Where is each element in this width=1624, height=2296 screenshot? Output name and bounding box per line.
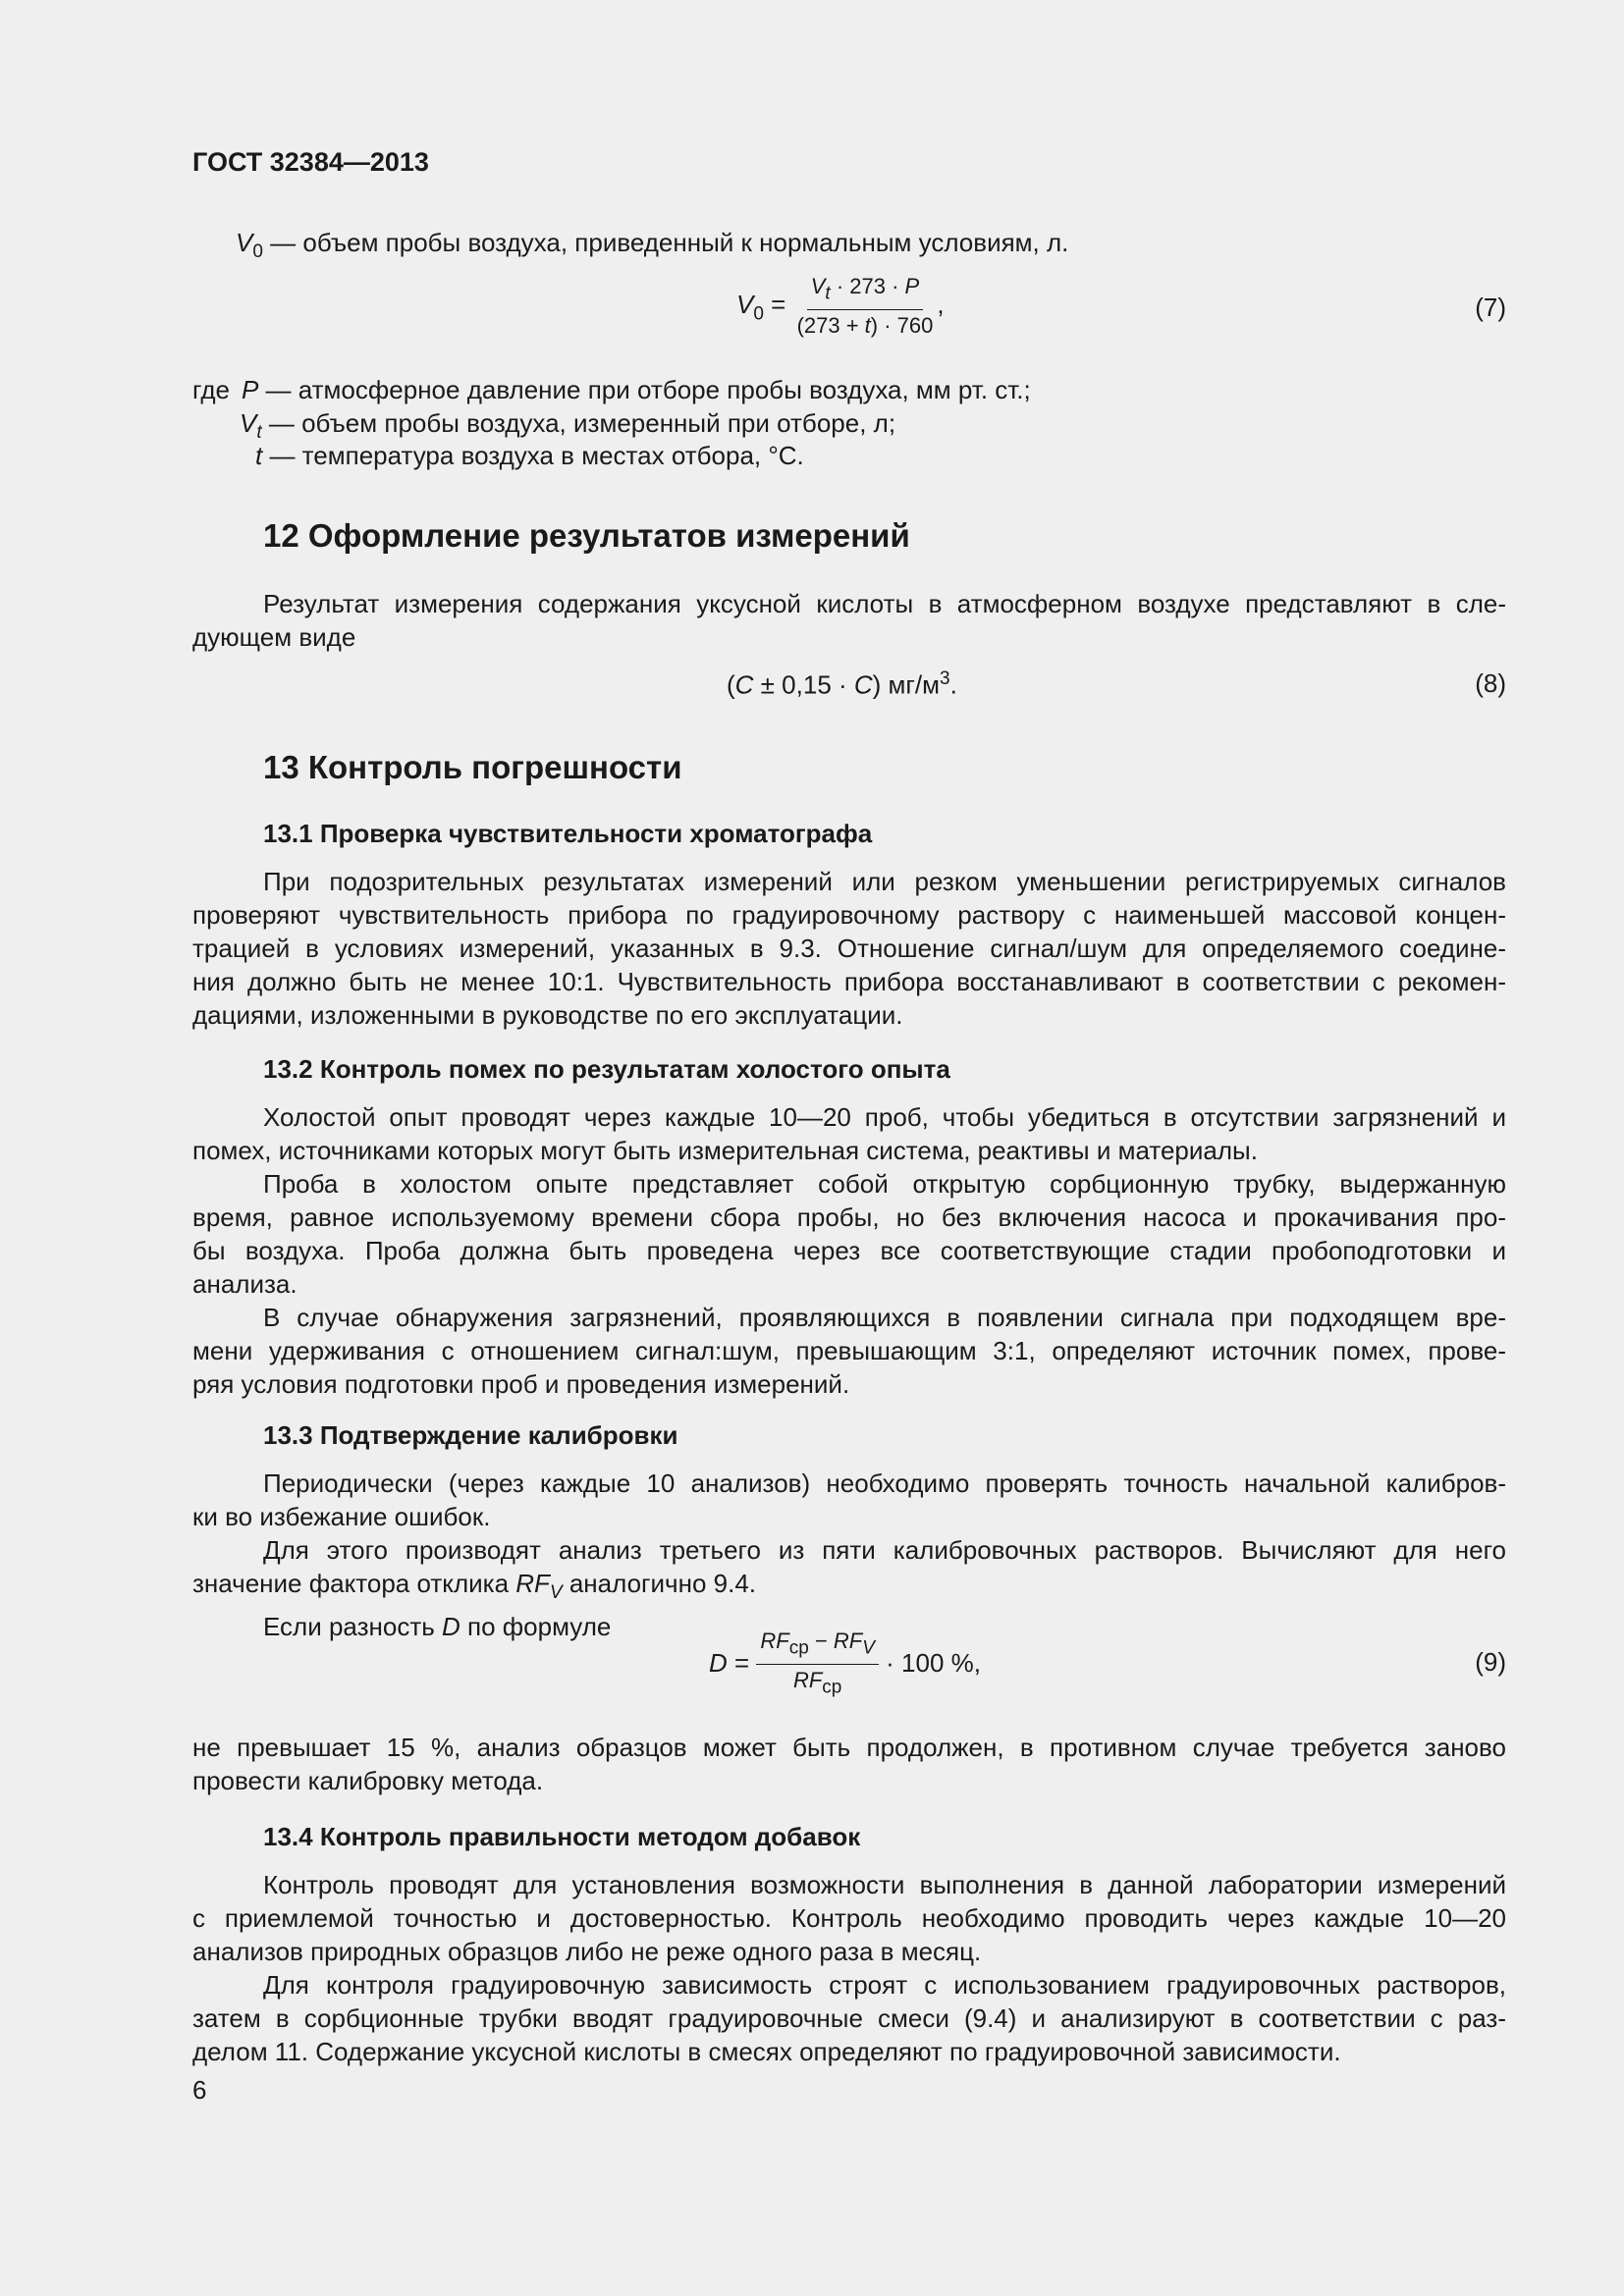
eq7-lhs-sub: 0	[753, 303, 764, 325]
equation-8-number: (8)	[1475, 668, 1506, 698]
s2-line-2: помех, источниками которых могут быть измерительная система, реактивы и материалы.	[192, 1136, 1258, 1165]
equation-8	[727, 668, 957, 701]
s3-line-4	[192, 1567, 1506, 1610]
eq8-open: (	[727, 669, 735, 700]
subsection-13-3-after	[192, 1731, 1506, 1797]
s2-line-7: В случае обнаружения загрязнений, проявляющихся в появлении сигнала при подходящем вре-	[263, 1303, 1506, 1332]
v0-symbol: V	[236, 228, 253, 257]
s2-line-8: мени удерживания с отношением сигнал:шум, превышающим 3:1, определяют источник помех, прове-	[192, 1336, 1506, 1365]
s3-rf-sub: V	[549, 1582, 563, 1604]
eq9-num-a-sub: ср	[788, 1637, 809, 1659]
p-symbol: P	[241, 375, 259, 404]
s3-after-line-1: не превышает 15 %, анализ образцов может быть продолжен, в противном случае требуется заново	[192, 1733, 1506, 1762]
s4-line-6: делом 11. Содержание уксусной кислоты в смесях определяют по градуировочной зависимости.	[192, 2037, 1341, 2066]
vt-symbol: V	[240, 408, 257, 438]
s3-d-post: по формуле	[460, 1612, 612, 1642]
eq9-denominator	[789, 1665, 845, 1701]
eq7-fraction	[793, 273, 938, 340]
eq8-c2: C	[853, 669, 873, 700]
v0-definition	[236, 226, 1068, 269]
s3-d-pre: Если разность	[263, 1612, 443, 1642]
eq9-den: RF	[792, 1668, 823, 1693]
s2-line-5: бы воздуха. Проба должна быть проведена через все соответствующие стадии пробоподготовки и	[192, 1236, 1506, 1265]
subsection-13-4-text	[192, 1868, 1506, 2068]
s2-line-9: ряя условия подготовки проб и проведения измерений.	[192, 1369, 850, 1399]
p-definition-text: — атмосферное давление при отборе пробы воздуха, мм рт. ст.;	[258, 375, 1031, 404]
section-12-paragraph	[192, 587, 1506, 654]
s1-line-5: дациями, изложенными в руководстве по его эксплуатации.	[192, 1000, 903, 1030]
vt-symbol-sub: t	[256, 422, 262, 444]
s1-line-4: ния должно быть не менее 10:1. Чувствительность прибора восстанавливают в соответствии с рекомен-	[192, 967, 1506, 996]
eq7-den-a: (273 +	[796, 313, 865, 339]
s1-line-1: При подозрительных результатах измерений или резком уменьшении регистрируемых сигналов	[263, 867, 1506, 896]
eq8-unit: ) мг/м	[872, 669, 941, 700]
s2-line-4: время, равное используемому времени сбора пробы, но без включения насоса и прокачивания про-	[192, 1202, 1506, 1232]
where-word: где	[192, 375, 230, 404]
eq7-numerator	[807, 273, 923, 310]
subsection-13-2-title: 13.2 Контроль помех по результатам холостого опыта	[263, 1054, 950, 1084]
eq9-tail: · 100 %,	[878, 1647, 981, 1678]
equation-7-number: (7)	[1475, 293, 1506, 322]
eq7-den-c: ) · 760	[870, 313, 934, 339]
s3-after-line-2: провести калибровку метода.	[192, 1766, 544, 1795]
eq7-num-v-sub: t	[825, 283, 831, 304]
v0-definition-text: — объем пробы воздуха, приведенный к нормальным условиям, л.	[262, 228, 1069, 257]
s1-line-3: трацией в условиях измерений, указанных в 9.3. Отношение сигнал/шум для определяемого соедине-	[192, 934, 1506, 963]
eq9-num-b: RF	[833, 1629, 863, 1653]
s2-line-6: анализа.	[192, 1269, 298, 1299]
s3-line-2: ки во избежание ошибок.	[192, 1502, 491, 1531]
s4-line-2: с приемлемой точностью и достоверностью. Контроль необходимо проводить через каждые 10—20	[192, 1903, 1506, 1933]
section-12-line-2: дующем виде	[192, 622, 356, 652]
t-definition-text: — температура воздуха в местах отбора, °С.	[262, 441, 804, 470]
eq7-lhs: V	[736, 290, 754, 320]
eq9-lhs: D	[709, 1647, 728, 1678]
s4-line-1: Контроль проводят для установления возможности выполнения в данной лаборатории измерений	[263, 1870, 1506, 1899]
section-12-line-1: Результат измерения содержания уксусной кислоты в атмосферном воздухе представляют в сле-	[263, 589, 1506, 618]
eq8-dot: .	[949, 669, 957, 700]
s3-rf-symbol: RF	[515, 1569, 550, 1598]
s2-line-1: Холостой опыт проводят через каждые 10—20 проб, чтобы убедиться в отсутствии загрязнений и	[263, 1102, 1506, 1132]
s4-line-3: анализов природных образцов либо не реже одного раза в месяц.	[192, 1937, 982, 1966]
t-definition	[255, 439, 804, 472]
s4-line-4: Для контроля градуировочную зависимость строят с использованием градуировочных растворов,	[263, 1970, 1506, 2000]
equation-9	[709, 1628, 981, 1702]
s3-d-symbol: D	[442, 1612, 460, 1642]
subsection-13-3-text	[192, 1467, 1506, 1643]
subsection-13-3-title: 13.3 Подтверждение калибровки	[263, 1420, 678, 1450]
section-13-title: 13 Контроль погрешности	[263, 749, 682, 785]
equation-9-number: (9)	[1475, 1647, 1506, 1677]
eq7-equals: =	[763, 290, 793, 320]
s4-line-5: затем в сорбционные трубки вводят градуировочные смеси (9.4) и анализируют в соответствии с раз-	[192, 2003, 1506, 2033]
equation-7	[736, 273, 945, 340]
section-12-title: 12 Оформление результатов измерений	[263, 517, 910, 554]
eq8-sup: 3	[940, 668, 950, 689]
eq7-num-v: V	[810, 274, 826, 298]
s3-line-3: Для этого производят анализ третьего из пяти калибровочных растворов. Вычисляют для него	[263, 1535, 1506, 1565]
standard-header: ГОСТ 32384—2013	[192, 147, 429, 177]
eq7-num-mid: · 273 ·	[830, 274, 905, 298]
eq8-mid: ± 0,15 ·	[753, 669, 854, 700]
subsection-13-4-title: 13.4 Контроль правильности методом добавок	[263, 1822, 861, 1851]
eq8-c1: C	[734, 669, 754, 700]
p-definition	[192, 373, 1031, 406]
eq7-den-t: t	[864, 313, 871, 339]
eq7-denominator	[793, 310, 938, 340]
page-number: 6	[192, 2075, 207, 2105]
eq9-equals: =	[727, 1647, 757, 1678]
s3-rf-pre: значение фактора отклика	[192, 1569, 516, 1598]
eq9-minus: −	[808, 1629, 834, 1653]
v0-symbol-sub: 0	[252, 241, 263, 263]
s2-line-3: Проба в холостом опыте представляет собой открытую сорбционную трубку, выдержанную	[263, 1169, 1506, 1199]
s3-line-1: Периодически (через каждые 10 анализов) необходимо проверять точность начальной калибров-	[263, 1468, 1506, 1498]
vt-definition-text: — объем пробы воздуха, измеренный при отборе, л;	[261, 408, 896, 438]
eq9-fraction	[756, 1628, 879, 1702]
s3-rf-post: аналогично 9.4.	[562, 1569, 757, 1598]
subsection-13-2-text	[192, 1100, 1506, 1401]
eq9-numerator	[756, 1628, 879, 1665]
eq9-num-b-sub: V	[862, 1637, 875, 1659]
eq7-comma: ,	[937, 290, 945, 320]
eq7-num-p: P	[904, 274, 920, 298]
eq9-num-a: RF	[760, 1629, 789, 1653]
subsection-13-1-title: 13.1 Проверка чувствительности хроматографа	[263, 819, 873, 848]
s1-line-2: проверяют чувствительность прибора по градуировочному раствору с наименьшей массовой концен-	[192, 900, 1506, 930]
eq9-den-sub: ср	[822, 1677, 842, 1698]
t-symbol: t	[255, 441, 263, 470]
subsection-13-1-text	[192, 865, 1506, 1032]
